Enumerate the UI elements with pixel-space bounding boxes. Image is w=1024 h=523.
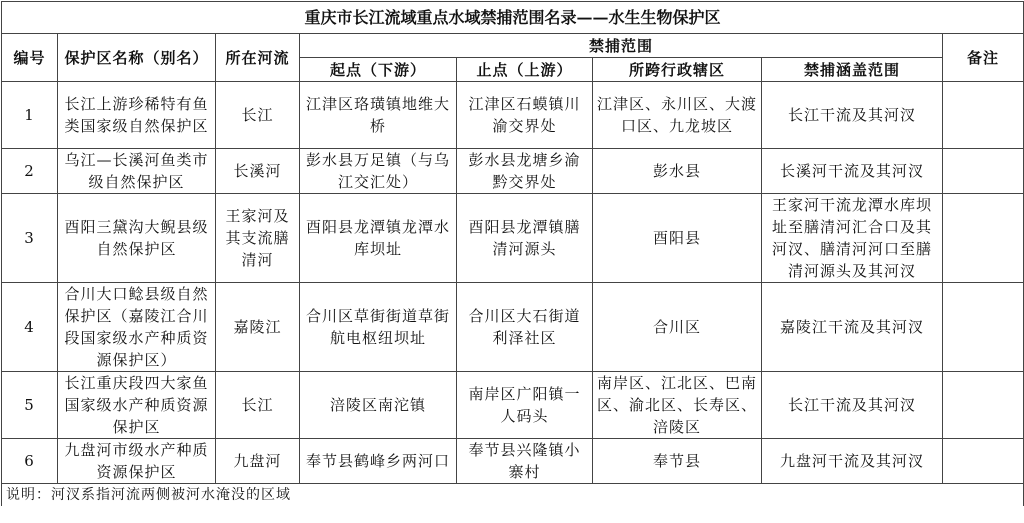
cell-admin: 彭水县 — [593, 149, 762, 194]
cell-name: 长江重庆段四大家鱼国家级水产种质资源保护区 — [58, 372, 216, 439]
cell-name: 长江上游珍稀特有鱼类国家级自然保护区 — [58, 82, 216, 149]
cell-start: 江津区珞璜镇地维大桥 — [300, 82, 457, 149]
cell-end: 酉阳县龙潭镇膳清河源头 — [457, 194, 593, 283]
cell-remark — [943, 194, 1024, 283]
cell-no: 5 — [2, 372, 58, 439]
cell-coverage: 长溪河干流及其河汊 — [762, 149, 943, 194]
cell-admin: 江津区、永川区、大渡口区、九龙坡区 — [593, 82, 762, 149]
cell-name: 乌江—长溪河鱼类市级自然保护区 — [58, 149, 216, 194]
cell-no: 6 — [2, 439, 58, 484]
header-admin: 所跨行政辖区 — [593, 58, 762, 82]
header-river: 所在河流 — [216, 34, 300, 82]
cell-name: 酉阳三黛沟大鲵县级自然保护区 — [58, 194, 216, 283]
cell-admin: 合川区 — [593, 283, 762, 372]
cell-coverage: 王家河干流龙潭水库坝址至膳清河汇合口及其河汊、膳清河河口至膳清河源头及其河汊 — [762, 194, 943, 283]
header-start: 起点（下游） — [300, 58, 457, 82]
cell-no: 1 — [2, 82, 58, 149]
cell-start: 涪陵区南沱镇 — [300, 372, 457, 439]
table-row — [2, 194, 1024, 283]
cell-river: 长江 — [216, 372, 300, 439]
header-remark: 备注 — [943, 34, 1024, 82]
cell-coverage: 长江干流及其河汊 — [762, 82, 943, 149]
cell-no: 2 — [2, 149, 58, 194]
table-row — [2, 82, 1024, 149]
header-end: 止点（上游） — [457, 58, 593, 82]
cell-end: 江津区石蟆镇川渝交界处 — [457, 82, 593, 149]
header-name: 保护区名称（别名） — [58, 34, 216, 82]
table-row — [2, 283, 1024, 372]
cell-river: 长溪河 — [216, 149, 300, 194]
cell-admin: 奉节县 — [593, 439, 762, 484]
protection-zone-table — [1, 1, 1024, 506]
cell-river: 嘉陵江 — [216, 283, 300, 372]
header-no: 编号 — [2, 34, 58, 82]
cell-name: 九盘河市级水产种质资源保护区 — [58, 439, 216, 484]
cell-river: 长江 — [216, 82, 300, 149]
cell-river: 九盘河 — [216, 439, 300, 484]
table-row — [2, 372, 1024, 439]
header-coverage: 禁捕涵盖范围 — [762, 58, 943, 82]
cell-no: 4 — [2, 283, 58, 372]
cell-coverage: 九盘河干流及其河汊 — [762, 439, 943, 484]
cell-remark — [943, 283, 1024, 372]
cell-river: 王家河及其支流膳清河 — [216, 194, 300, 283]
cell-remark — [943, 149, 1024, 194]
footnote: 说明：河汊系指河流两侧被河水淹没的区域 — [2, 484, 1024, 507]
cell-name: 合川大口鲶县级自然保护区（嘉陵江合川段国家级水产种质资源保护区） — [58, 283, 216, 372]
cell-coverage: 嘉陵江干流及其河汊 — [762, 283, 943, 372]
cell-start: 彭水县万足镇（与乌江交汇处） — [300, 149, 457, 194]
cell-end: 奉节县兴隆镇小寨村 — [457, 439, 593, 484]
header-scope: 禁捕范围 — [300, 34, 943, 58]
cell-no: 3 — [2, 194, 58, 283]
cell-start: 酉阳县龙潭镇龙潭水库坝址 — [300, 194, 457, 283]
cell-remark — [943, 372, 1024, 439]
cell-end: 合川区大石街道利泽社区 — [457, 283, 593, 372]
cell-remark — [943, 82, 1024, 149]
table-row — [2, 149, 1024, 194]
cell-remark — [943, 439, 1024, 484]
cell-end: 彭水县龙塘乡渝黔交界处 — [457, 149, 593, 194]
cell-start: 合川区草街街道草街航电枢纽坝址 — [300, 283, 457, 372]
cell-coverage: 长江干流及其河汊 — [762, 372, 943, 439]
cell-start: 奉节县鹤峰乡两河口 — [300, 439, 457, 484]
table-row — [2, 439, 1024, 484]
cell-end: 南岸区广阳镇一人码头 — [457, 372, 593, 439]
table-title: 重庆市长江流域重点水域禁捕范围名录——水生生物保护区 — [2, 2, 1024, 34]
cell-admin: 南岸区、江北区、巴南区、渝北区、长寿区、涪陵区 — [593, 372, 762, 439]
cell-admin: 酉阳县 — [593, 194, 762, 283]
